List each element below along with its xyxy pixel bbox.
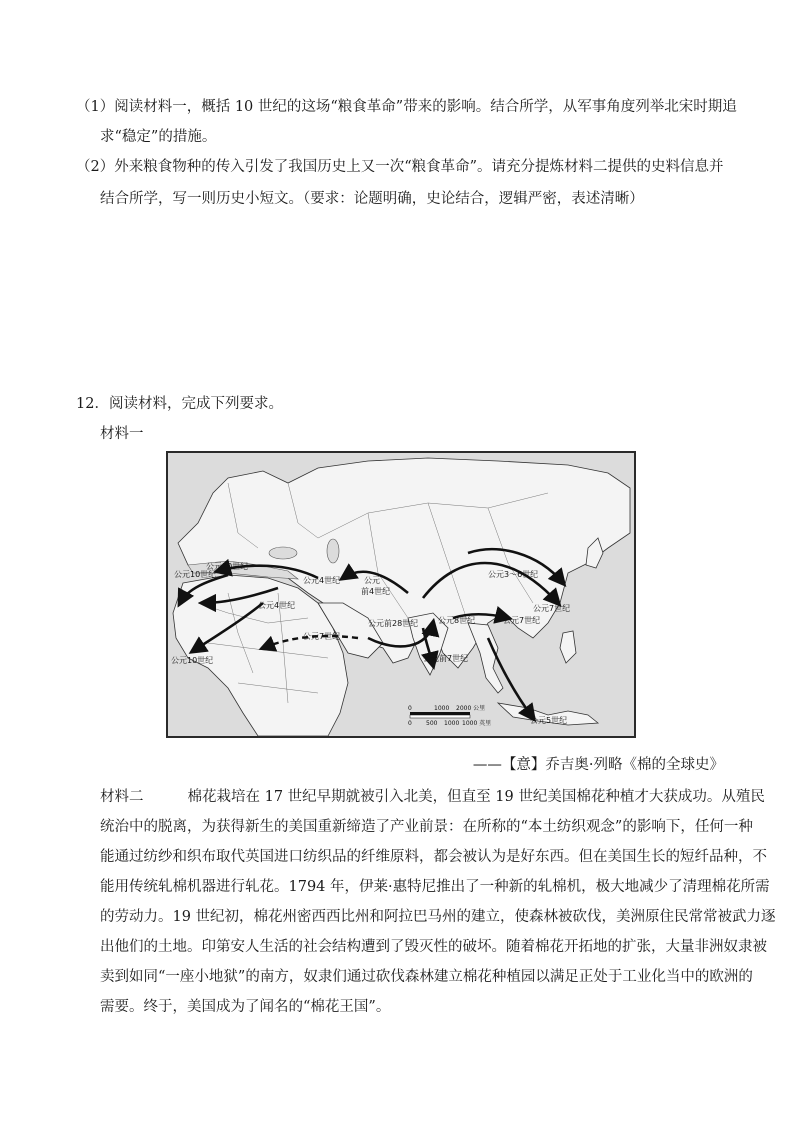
scale-label: 0 (408, 705, 412, 712)
material-2-row: 需要。终于，美国成为了闻名的“棉花王国”。 (100, 999, 391, 1015)
map-label: 公元7世纪 (533, 604, 571, 613)
map-label: 公元 (364, 576, 380, 585)
map-label: 公元3～6世纪 (488, 570, 539, 579)
map-label: 公元10世纪 (206, 562, 249, 571)
material-2-text: 棉花栽培在 17 世纪早期就被引入北美，但直至 19 世纪美国棉花种植才大获成功。从殖民 (187, 789, 765, 805)
map-label: 前4世纪 (361, 587, 391, 596)
scale-label: 1000 (444, 720, 460, 727)
material-2-row: 的劳动力。19 世纪初，棉花州密西西比州和阿拉巴马州的建立，使森林被砍伐，美洲原住民常常被武力逐 (100, 909, 776, 925)
material-2-row (100, 782, 765, 812)
question-2-line-1: （2）外来粮食物种的传入引发了我国历史上又一次“粮食革命”。请充分提炼材料二提供的史料信息并 (76, 159, 724, 175)
question-1-line-1: （1）阅读材料一，概括 10 世纪的这场“粮食革命”带来的影响。结合所学，从军事角度列举北宋时期追 (76, 99, 737, 115)
scale-label: 2000 公里 (456, 705, 486, 712)
scale-label: 1000 (434, 705, 450, 712)
map-label: 公元5世纪 (530, 716, 568, 725)
map-label: 公元前28世纪 (368, 619, 419, 628)
map-label: 公元8世纪 (438, 616, 476, 625)
scale-label: 0 (408, 720, 412, 727)
map-label: 公元4世纪 (303, 576, 341, 585)
material-1-label: 材料一 (100, 426, 144, 442)
scale-label: 500 (426, 720, 438, 727)
map-label: 公元7世纪 (503, 616, 541, 625)
material-2-row: 卖到如同“一座小地狱”的南方，奴隶们通过砍伐森林建立棉花种植园以满足正处于工业化当中的欧洲的 (100, 969, 753, 985)
map-label: 公元7世纪 (303, 632, 341, 641)
material-2-row: 出他们的土地。印第安人生活的社会结构遭到了毁灭性的破坏。随着棉花开拓地的扩张，大量非洲奴隶被 (100, 939, 767, 955)
question-1-line-2: 求“稳定”的措施。 (100, 129, 217, 145)
material-2-row: 统治中的脱离，为获得新生的美国重新缔造了产业前景：在所称的“本土纺织观念”的影响下，任何一种 (100, 819, 753, 835)
material-2-paragraph (100, 782, 776, 1022)
map-label: 公元10世纪 (174, 570, 217, 579)
map-label: 公元10世纪 (171, 656, 214, 665)
world-map-svg (168, 453, 634, 736)
caspian-sea (327, 539, 339, 563)
material-1-source: ——【意】乔吉奥·列略《棉的全球史》 (472, 757, 724, 773)
material-2-row: 能用传统轧棉机器进行轧花。1794 年，伊莱·惠特尼推出了一种新的轧棉机，极大地减少了清理棉花所需 (100, 879, 770, 895)
material-2-row: 能通过纺纱和织布取代英国进口纺织品的纤维原料，都会被认为是好东西。但在美国生长的短纤品种，不 (100, 849, 767, 865)
scale-label: 1000 英里 (462, 720, 492, 727)
map-label: 公元4世纪 (258, 601, 296, 610)
map-label: 公元前7世纪 (423, 654, 469, 663)
question-12-heading: 12．阅读材料，完成下列要求。 (76, 396, 283, 412)
cotton-spread-map (166, 451, 636, 738)
black-sea (269, 547, 297, 559)
question-2-line-2: 结合所学，写一则历史小短文。（要求：论题明确，史论结合，逻辑严密，表述清晰） (100, 191, 644, 207)
material-2-label: 材料二 (100, 789, 144, 805)
